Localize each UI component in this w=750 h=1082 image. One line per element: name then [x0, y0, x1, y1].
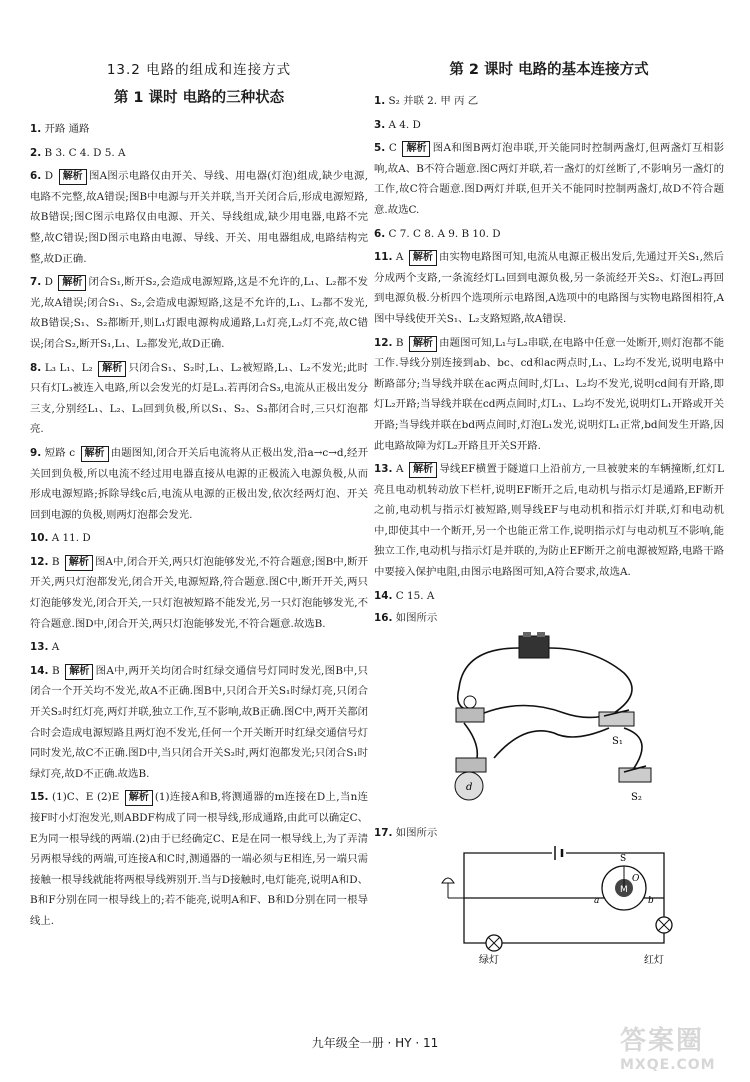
answer-number: 6.	[374, 227, 386, 240]
answer-r1	[374, 91, 724, 112]
analysis-tag: 解析	[81, 446, 109, 462]
label-green-lamp: 绿灯	[479, 955, 499, 967]
label-red-lamp: 红灯	[644, 955, 664, 967]
answer-text: 图A中,闭合开关,两只灯泡能够发光,不符合题意;图B中,断开开关,两只灯泡都发光,闭合开关,电源短路,符合题意.图C中,断开开关,两只灯泡能够发光,闭合开关,一只灯泡被短路不能发光,另一只灯泡能够发光,不符合题意.图D中,闭合开关,两只灯泡能够发光,不符合题意.故选B.	[30, 555, 368, 630]
answer-choice: B	[52, 664, 60, 677]
wire	[549, 648, 632, 713]
answer-text: A 4. D	[388, 118, 421, 131]
answer-choice: B	[51, 555, 60, 568]
analysis-tag: 解析	[65, 555, 93, 571]
answer-text: 如图所示	[395, 827, 438, 840]
bulb-icon	[456, 696, 484, 722]
answer-number: 2.	[30, 146, 42, 159]
watermark-line2: MXQE.COM	[620, 1057, 716, 1073]
answer-10	[30, 528, 368, 549]
analysis-tag: 解析	[59, 169, 87, 185]
answer-text: 开路 通路	[44, 123, 90, 135]
page-footer: 九年级全一册 · HY · 11	[311, 1036, 439, 1050]
label-b: b	[648, 896, 654, 907]
answer-r3	[374, 115, 724, 136]
right-column	[374, 52, 724, 972]
label-a: a	[594, 896, 600, 907]
answer-number: 11.	[374, 251, 393, 264]
battery-icon	[552, 846, 566, 860]
watermark-line1: 答案圈	[620, 1026, 705, 1056]
switch-s1-icon	[599, 710, 634, 726]
answer-15	[30, 787, 368, 931]
analysis-tag: 解析	[65, 664, 93, 680]
section-title: 13.2 电路的组成和连接方式	[106, 62, 292, 78]
answer-1	[30, 119, 368, 140]
wire	[494, 728, 609, 758]
label-o: O	[632, 874, 640, 885]
answer-choice: D	[44, 276, 53, 289]
answer-text: 闭合S₁,断开S₂,会造成电源短路,这是不允许的,L₁、L₂都不发光,故A错误;闭合S₁、S₂,会造成电源短路,这是不允许的,L₁、L₂都不发光,故B错误;S₁、S₂都断开,则L₁灯跟电源构成通路,L₁灯亮,L₂灯不亮,故C错误;闭合S₂,断开S₁,L₁、L₂都发光,故D正确.	[30, 276, 368, 350]
answer-text: B 3. C 4. D 5. A	[44, 146, 126, 159]
answer-r6	[374, 224, 724, 245]
answer-number: 14.	[30, 664, 49, 677]
label-motor: d	[466, 782, 473, 794]
answer-text: 由实物电路图可知,电流从电源正极出发后,先通过开关S₁,然后分成两个支路,一条流经灯L₁回到电源负极,另一条流经开关S₂、灯泡L₂再回到电源负极.分析四个选项所示电路图,A选项中的电路图与实物电路图相符,A图中导线使开关S₁、L₂支路短路,故A错误.	[374, 251, 724, 325]
analysis-tag: 解析	[409, 250, 437, 266]
answer-7	[30, 272, 368, 354]
answer-13	[30, 637, 368, 658]
label-s2: S₂	[631, 792, 642, 804]
answer-number: 5.	[374, 142, 386, 155]
wire	[624, 728, 642, 768]
answer-6	[30, 166, 368, 269]
label-s1: S₁	[612, 736, 623, 748]
analysis-tag: 解析	[58, 275, 86, 291]
answer-12	[30, 552, 368, 634]
answer-choice: B	[395, 336, 404, 349]
analysis-tag: 解析	[402, 141, 430, 157]
answer-r12	[374, 333, 724, 457]
answer-8	[30, 358, 368, 440]
answer-number: 17.	[374, 827, 393, 840]
analysis-tag: 解析	[409, 462, 437, 478]
lesson-title-2: 第 2 课时 电路的基本连接方式	[449, 62, 649, 78]
analysis-tag: 解析	[409, 336, 437, 352]
answer-text: C 7. C 8. A 9. B 10. D	[388, 227, 501, 240]
answer-text: C 15. A	[395, 589, 435, 602]
answer-r16	[374, 609, 724, 624]
answer-r5	[374, 138, 724, 220]
answer-text: 由题图知,闭合开关后电流将从正极出发,沿a→c→d,经开关回到负极,所以电流不经过用电器直接从电源的正极流入电源负极,从而形成电源短路;拆除导线c后,电流从电源的正极出发,依次经两灯泡、开关回到电源的负极,则两灯泡都会发光.	[30, 446, 368, 521]
analysis-tag: 解析	[125, 790, 153, 806]
answer-number: 6.	[30, 170, 42, 183]
answer-text: 图A和图B两灯泡串联,开关能同时控制两盏灯,但两盏灯互相影响,故A、B不符合题意.图C两灯并联,若一盏灯的灯丝断了,不影响另一盏灯的工作,故C符合题意.图D两灯并联,但开关不能同时控制两盏灯,故D不符合题意.故选C.	[374, 142, 724, 216]
answer-r11	[374, 247, 724, 329]
answer-text: 导线EF横置于隧道口上沿前方,一旦被驶来的车辆撞断,红灯L亮且电动机转动放下栏杆,说明EF断开之后,电动机与指示灯是通路,EF断开之前,电动机与指示灯被短路,则导线EF与电动机和指示灯并联,灯和电动机中,即使其中一个断开,另一个也能正常工作,说明指示灯与电动机互不影响,能独立工作,电动机与指示灯是并联的,为防止EF断开之前电源被短路,电路干路中要接入保护电阻,由图示电路图可知,A符合要求,故选A.	[374, 463, 724, 579]
motor-icon	[455, 758, 486, 800]
answer-text: 由题图可知,L₁与L₂串联,在电路中任意一处断开,则灯泡都不能工作.导线分别连接到ab、bc、cd和ac两点时,L₁、L₂均不发光,说明电路中断路部分;当导线并联在ac两点间时,灯L₁、L₂均不发光,说明cd间有开路,即灯L₂开路;当导线并联在cd两点间时,灯L₁、L₂均不发光,说明灯L₁开路或开关开路;当导线并联在bd两点间时,灯泡L₁发光,说明灯L₁正常,bd间发生开路,因此电路故障为灯L₂开路且开关S开路.	[374, 336, 724, 452]
label-s: S	[620, 854, 627, 865]
answer-number: 12.	[374, 336, 393, 349]
answer-number: 14.	[374, 589, 393, 602]
answer-choice: D	[44, 170, 54, 183]
answer-number: 10.	[30, 532, 49, 545]
answer-text: 只闭合S₁、S₂时,L₁、L₂被短路,L₁、L₂不发光;此时只有灯L₃被连入电路,所以会发光的灯是L₃.若再闭合S₃,电流从正极出发分三支,分别经L₁、L₂、L₃回到负极,所以S₁、S₂、S₃都闭合时,三只灯泡都亮.	[30, 361, 369, 436]
answer-14	[30, 661, 368, 785]
answer-text: A	[51, 641, 60, 654]
answer-2	[30, 143, 368, 164]
watermark	[620, 1020, 740, 1078]
answer-number: 8.	[30, 361, 42, 374]
answer-text: 图A图示电路仅由开关、导线、用电器(灯泡)组成,缺少电源,电路不完整,故A错误;图B中电源与开关并联,当开关闭合后,形成电源短路,故B错误;图C图示电路仅由电源、开关、导线组成,缺少用电器,电路不完整,故C错误;图D图示电路由电源、导线、开关、用电器组成,电路结构完整,故D正确.	[30, 170, 368, 265]
bell-icon	[442, 878, 464, 898]
label-motor-m: M	[620, 885, 628, 896]
answer-number: 16.	[374, 612, 393, 625]
battery-icon	[519, 632, 549, 658]
answer-text: S₂ 并联 2. 甲 丙 乙	[388, 95, 479, 107]
lesson-title-1: 第 1 课时 电路的三种状态	[113, 90, 285, 106]
answer-choice: A	[395, 251, 404, 264]
green-lamp-icon	[486, 935, 502, 951]
answer-number: 7.	[30, 276, 42, 289]
answer-number: 15.	[30, 791, 49, 804]
answer-text: 图A中,两开关均闭合时红绿交通信号灯同时发光,图B中,只闭合一个开关均不发光,故A不正确.图B中,只闭合开关S₁时绿灯亮,只闭合开关S₂时红灯亮,两灯并联,独立工作,互不影响,故B正确.图C中,两开关都闭合时会造成电源短路且两灯泡不发光,任何一个开关断开时红绿交通信号灯同时发光,故C不正确.图D中,当只闭合开关S₂时,两灯泡都发光;只闭合S₁时绿灯亮,故D不正确.故选B.	[30, 664, 369, 780]
answer-9	[30, 443, 368, 525]
red-lamp-icon	[656, 917, 672, 933]
answer-r13	[374, 459, 724, 583]
answer-choice: C	[388, 142, 397, 155]
wire	[484, 706, 604, 718]
answer-number: 9.	[30, 446, 42, 459]
answer-number: 13.	[374, 463, 393, 476]
answer-choice: (1)C、E (2)E	[52, 791, 120, 804]
answer-text: A 11. D	[51, 532, 91, 545]
circuit-figure-17	[434, 843, 684, 968]
analysis-tag: 解析	[98, 361, 126, 377]
answer-number: 1.	[374, 95, 386, 107]
answer-text: 如图所示	[395, 612, 438, 625]
answer-r14	[374, 586, 724, 607]
left-column	[30, 52, 368, 935]
answer-number: 13.	[30, 641, 49, 654]
answer-choice: A	[395, 463, 404, 476]
answer-choice: L₃ L₁、L₂	[44, 361, 93, 374]
answer-choice: 短路 c	[44, 446, 76, 459]
answer-number: 12.	[30, 555, 49, 568]
answer-r17	[374, 824, 724, 839]
answer-number: 1.	[30, 123, 42, 135]
switch-s2-icon	[619, 766, 651, 782]
circuit-figure-16	[424, 628, 674, 818]
answer-text: (1)连接A和B,将测通器的m连接在D上,当n连接F时小灯泡发光,则ABDF构成了同一根导线,形成通路,由此可以确定C、E为同一根导线的两端.(2)由于已经确定C、E是在同一根导线上,为了弄清另两根导线的两端,可连接A和C时,测通器的一端必须与E相连,另一端只需接触一根导线就能将两根导线辨别开.当与D接触时,电灯能亮,说明A和D、B和F分别在同一根导线上的;若不能亮,说明A和F、B和D分别在同一根导线上.	[30, 791, 368, 927]
answer-number: 3.	[374, 118, 386, 131]
